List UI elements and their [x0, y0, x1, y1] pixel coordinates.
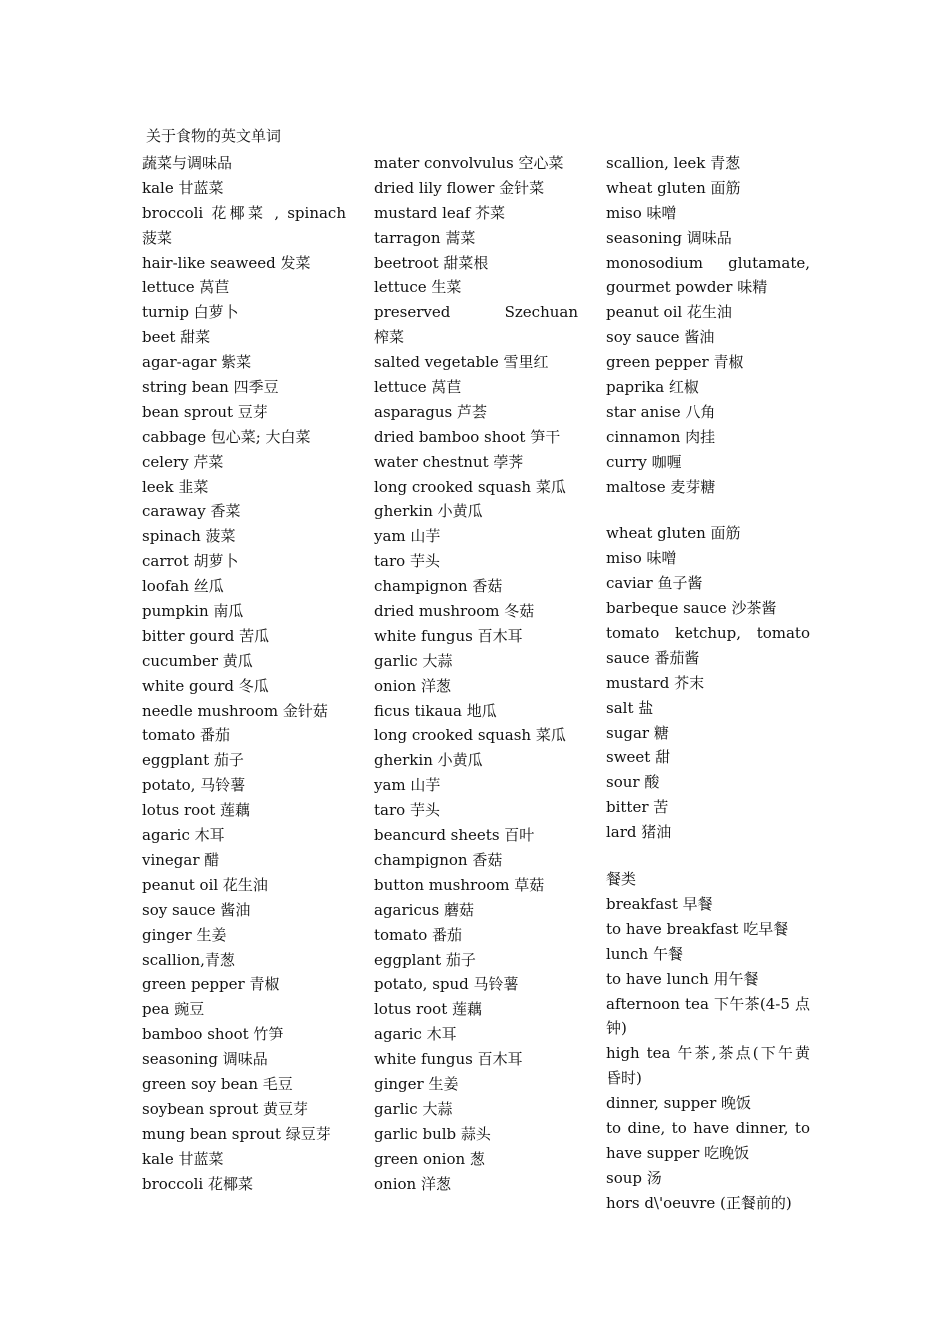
vocabulary-line: 菠菜 [142, 228, 173, 247]
vocabulary-line: preserved Szechuan [374, 303, 578, 322]
vocabulary-line: hair-like seaweed 发菜 [142, 253, 311, 272]
vocabulary-line: bitter 苦 [606, 798, 669, 817]
vocabulary-line: dinner, supper 晚饭 [606, 1094, 752, 1113]
vocabulary-line: eggplant 茄子 [374, 950, 476, 969]
vocabulary-line: soybean sprout 黄豆芽 [142, 1099, 309, 1118]
vocabulary-line: potato, 马铃薯 [142, 776, 246, 795]
vocabulary-line: soy sauce 酱油 [606, 328, 715, 347]
vocabulary-line: to dine, to have dinner, to [606, 1118, 810, 1137]
vocabulary-line: green soy bean 毛豆 [142, 1074, 293, 1093]
vocabulary-line: cucumber 黄瓜 [142, 651, 253, 670]
vocabulary-line: ginger 生姜 [142, 925, 227, 944]
blank-line [606, 845, 810, 867]
vocabulary-line: garlic 大蒜 [374, 1099, 453, 1118]
vocabulary-line: onion 洋葱 [374, 676, 451, 695]
vocabulary-line: 钟) [606, 1019, 627, 1038]
vocabulary-line: high tea 午茶,茶点(下午黄 [606, 1044, 810, 1063]
vocabulary-line: beet 甜菜 [142, 328, 211, 347]
vocabulary-column-1 [142, 151, 346, 1196]
vocabulary-line: taro 芋头 [374, 552, 440, 571]
vocabulary-line: cinnamon 肉挂 [606, 427, 716, 446]
vocabulary-line: lard 猪油 [606, 823, 672, 842]
vocabulary-line: mustard leaf 芥菜 [374, 203, 506, 222]
vocabulary-line: champignon 香菇 [374, 850, 503, 869]
vocabulary-line: garlic 大蒜 [374, 651, 453, 670]
vocabulary-line: agaric 木耳 [142, 826, 225, 845]
vocabulary-line: seasoning 调味品 [142, 1050, 268, 1069]
vocabulary-line: pumpkin 南瓜 [142, 602, 244, 621]
vocabulary-line: lettuce 莴苣 [374, 378, 462, 397]
vocabulary-line: agar-agar 紫菜 [142, 353, 252, 372]
vocabulary-line: celery 芹菜 [142, 452, 224, 471]
vocabulary-line: champignon 香菇 [374, 577, 503, 596]
vocabulary-line: green pepper 青椒 [606, 353, 744, 372]
vocabulary-line: vinegar 醋 [142, 850, 220, 869]
vocabulary-line: yam 山芋 [374, 527, 441, 546]
vocabulary-column-3 [606, 151, 810, 1216]
vocabulary-line: tomato 番茄 [374, 925, 463, 944]
vocabulary-line: ficus tikaua 地瓜 [374, 701, 497, 720]
vocabulary-line: 蔬菜与调味品 [142, 154, 233, 172]
vocabulary-line: 餐类 [606, 870, 637, 889]
vocabulary-line: gourmet powder 味精 [606, 278, 768, 297]
vocabulary-line: wheat gluten 面筋 [606, 178, 741, 197]
vocabulary-line: sauce 番茄酱 [606, 648, 700, 667]
vocabulary-line: salt 盐 [606, 698, 654, 717]
vocabulary-line: 昏时) [606, 1069, 642, 1088]
vocabulary-line: peanut oil 花生油 [142, 875, 268, 894]
page-title: 关于食物的英文单词 [146, 127, 282, 145]
vocabulary-line: button mushroom 草菇 [374, 875, 545, 894]
blank-line [606, 499, 810, 521]
vocabulary-line: breakfast 早餐 [606, 894, 713, 913]
vocabulary-line: white fungus 百木耳 [374, 626, 523, 645]
vocabulary-line: hors d\'oeuvre (正餐前的) [606, 1193, 792, 1212]
vocabulary-line: seasoning 调味品 [606, 228, 732, 247]
vocabulary-line: dried lily flower 金针菜 [374, 178, 545, 197]
vocabulary-line: taro 芋头 [374, 801, 440, 820]
vocabulary-line: ginger 生姜 [374, 1074, 459, 1093]
vocabulary-line: bitter gourd 苦瓜 [142, 626, 270, 645]
vocabulary-line: white fungus 百木耳 [374, 1050, 523, 1069]
vocabulary-line: long crooked squash 菜瓜 [374, 477, 566, 496]
vocabulary-line: curry 咖喱 [606, 452, 682, 471]
vocabulary-line: long crooked squash 菜瓜 [374, 726, 566, 745]
vocabulary-line: miso 味噌 [606, 549, 677, 568]
vocabulary-line: soy sauce 酱油 [142, 900, 251, 919]
vocabulary-line: soup 汤 [606, 1168, 662, 1187]
vocabulary-line: sour 酸 [606, 773, 660, 792]
vocabulary-line: spinach 菠菜 [142, 527, 236, 546]
vocabulary-line: cabbage 包心菜; 大白菜 [142, 427, 311, 446]
vocabulary-line: dried bamboo shoot 笋干 [374, 427, 561, 446]
vocabulary-line: tarragon 蒿菜 [374, 228, 476, 247]
vocabulary-line: gherkin 小黄瓜 [374, 751, 483, 770]
vocabulary-line: scallion,青葱 [142, 950, 235, 969]
vocabulary-line: afternoon tea 下午茶(4-5 点 [606, 994, 810, 1013]
vocabulary-line: maltose 麦芽糖 [606, 477, 716, 496]
vocabulary-line: gherkin 小黄瓜 [374, 502, 483, 521]
vocabulary-line: eggplant 茄子 [142, 751, 244, 770]
vocabulary-column-2 [374, 151, 578, 1196]
vocabulary-line: tomato ketchup, tomato [606, 624, 810, 643]
vocabulary-line: pea 豌豆 [142, 1000, 205, 1019]
vocabulary-line: leek 韭菜 [142, 477, 209, 496]
vocabulary-line: asparagus 芦荟 [374, 402, 488, 421]
vocabulary-line: garlic bulb 蒜头 [374, 1124, 491, 1143]
vocabulary-line: beetroot 甜菜根 [374, 253, 489, 272]
vocabulary-line: yam 山芋 [374, 776, 441, 795]
vocabulary-line: caraway 香菜 [142, 502, 241, 521]
vocabulary-line: tomato 番茄 [142, 726, 231, 745]
vocabulary-line: paprika 红椒 [606, 378, 699, 397]
vocabulary-line: barbeque sauce 沙茶酱 [606, 599, 777, 618]
vocabulary-line: kale 甘蓝菜 [142, 178, 224, 197]
vocabulary-line: needle mushroom 金针菇 [142, 701, 328, 720]
vocabulary-line: broccoli 花椰菜 [142, 1174, 253, 1193]
vocabulary-line: bamboo shoot 竹笋 [142, 1025, 284, 1044]
vocabulary-line: agaricus 蘑菇 [374, 900, 474, 919]
vocabulary-line: star anise 八角 [606, 402, 716, 421]
vocabulary-line: carrot 胡萝卜 [142, 552, 239, 571]
vocabulary-line: to have lunch 用午餐 [606, 969, 759, 988]
vocabulary-line: lunch 午餐 [606, 944, 683, 963]
vocabulary-line: mustard 芥末 [606, 673, 705, 692]
vocabulary-line: monosodium glutamate, [606, 253, 810, 272]
vocabulary-line: dried mushroom 冬菇 [374, 602, 535, 621]
vocabulary-line: 榨菜 [374, 328, 405, 347]
vocabulary-line: string bean 四季豆 [142, 378, 279, 397]
vocabulary-line: potato, spud 马铃薯 [374, 975, 519, 994]
vocabulary-line: mung bean sprout 绿豆芽 [142, 1124, 331, 1143]
vocabulary-line: onion 洋葱 [374, 1174, 451, 1193]
vocabulary-line: turnip 白萝卜 [142, 303, 239, 322]
vocabulary-line: lotus root 莲藕 [374, 1000, 483, 1019]
vocabulary-line: caviar 鱼子酱 [606, 574, 703, 593]
vocabulary-line: beancurd sheets 百叶 [374, 826, 535, 845]
vocabulary-line: sugar 糖 [606, 723, 669, 742]
vocabulary-line: sweet 甜 [606, 748, 671, 767]
vocabulary-line: miso 味噌 [606, 203, 677, 222]
vocabulary-line: salted vegetable 雪里红 [374, 353, 549, 372]
vocabulary-line: scallion, leek 青葱 [606, 154, 741, 172]
vocabulary-line: water chestnut 荸荠 [374, 452, 524, 471]
vocabulary-line: kale 甘蓝菜 [142, 1149, 224, 1168]
vocabulary-line: broccoli 花椰菜 , spinach [142, 203, 346, 222]
vocabulary-line: have supper 吃晚饭 [606, 1143, 750, 1162]
vocabulary-line: lotus root 莲藕 [142, 801, 251, 820]
vocabulary-line: white gourd 冬瓜 [142, 676, 269, 695]
vocabulary-line: agaric 木耳 [374, 1025, 457, 1044]
vocabulary-line: peanut oil 花生油 [606, 303, 732, 322]
vocabulary-line: bean sprout 豆芽 [142, 402, 268, 421]
vocabulary-line: loofah 丝瓜 [142, 577, 224, 596]
vocabulary-line: to have breakfast 吃早餐 [606, 919, 789, 938]
vocabulary-line: green pepper 青椒 [142, 975, 280, 994]
vocabulary-line: green onion 葱 [374, 1149, 485, 1168]
vocabulary-line: mater convolvulus 空心菜 [374, 154, 564, 172]
vocabulary-line: lettuce 生菜 [374, 278, 462, 297]
vocabulary-line: lettuce 莴苣 [142, 278, 230, 297]
vocabulary-line: wheat gluten 面筋 [606, 524, 741, 543]
